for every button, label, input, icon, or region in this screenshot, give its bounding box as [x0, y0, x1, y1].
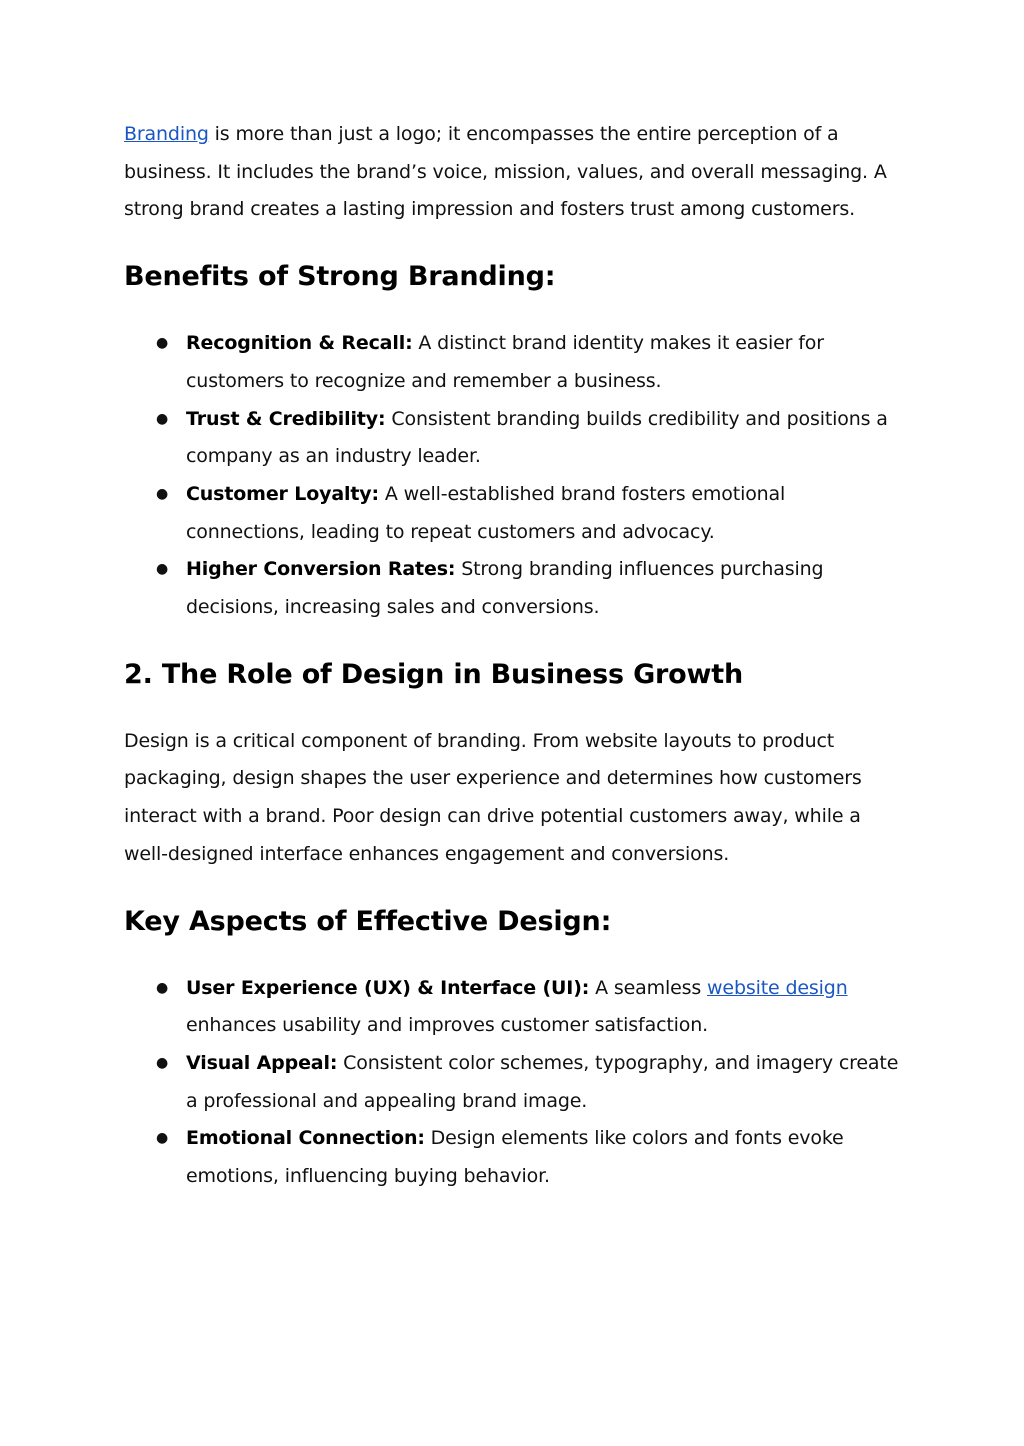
list-item-text: Consistent color schemes, typography, and imagery create a professional and appealing brand image. — [186, 1051, 899, 1112]
document-page — [124, 116, 904, 1196]
list-item — [156, 1045, 904, 1120]
list-item-text: A distinct brand identity makes it easier for customers to recognize and remember a business. — [186, 332, 824, 392]
bullet-icon: ● — [156, 979, 169, 996]
list-item-title: Trust & Credibility: — [186, 407, 386, 430]
list-item — [156, 970, 904, 1045]
bullet-icon: ● — [156, 1130, 169, 1147]
website-design-link[interactable]: website design — [707, 976, 848, 999]
bullet-icon: ● — [156, 561, 169, 578]
list-item-title: Emotional Connection: — [186, 1127, 425, 1150]
list-item-text: A seamless — [589, 976, 708, 999]
list-item-text: Consistent branding builds credibility and positions a company as an industry leader. — [186, 407, 888, 468]
bullet-icon: ● — [156, 410, 169, 427]
role-paragraph: Design is a critical component of branding. From website layouts to product packaging, design shapes the user experience and determines how customers interact with a brand. Poor design can drive potential customers away, while a well-designed interface enhances engagement and conversions. — [124, 729, 862, 865]
benefits-heading: Benefits of Strong Branding: — [124, 261, 556, 293]
list-item — [156, 401, 904, 476]
list-item — [156, 476, 904, 551]
intro-paragraph — [124, 116, 904, 229]
list-item — [156, 551, 904, 626]
aspects-heading: Key Aspects of Effective Design: — [124, 905, 612, 937]
list-item-title: Recognition & Recall: — [186, 332, 413, 355]
bullet-icon: ● — [156, 485, 169, 502]
role-heading: 2. The Role of Design in Business Growth — [124, 658, 743, 690]
list-item-title: Higher Conversion Rates: — [186, 558, 456, 581]
list-item — [156, 1120, 904, 1195]
bullet-icon: ● — [156, 1054, 169, 1071]
list-item-text: Design elements like colors and fonts evoke emotions, influencing buying behavior. — [186, 1127, 844, 1188]
list-item-text: A well-established brand fosters emotional connections, leading to repeat customers and advocacy. — [186, 482, 786, 543]
list-item-title: Visual Appeal: — [186, 1051, 338, 1074]
list-item-text: Strong branding influences purchasing decisions, increasing sales and conversions. — [186, 558, 824, 619]
list-item-text: enhances usability and improves customer satisfaction. — [186, 1014, 709, 1037]
aspects-list — [124, 970, 904, 1196]
list-item-title: Customer Loyalty: — [186, 482, 379, 505]
list-item — [156, 325, 904, 400]
list-item-title: User Experience (UX) & Interface (UI): — [186, 976, 590, 999]
branding-link[interactable]: Branding — [124, 123, 209, 145]
bullet-icon: ● — [156, 335, 169, 352]
benefits-list — [124, 325, 904, 627]
intro-text: is more than just a logo; it encompasses the entire perception of a business. It includes the brand’s voice, mission, values, and overall messaging. A strong brand creates a lasting impression and fosters trust among customers. — [124, 123, 887, 221]
